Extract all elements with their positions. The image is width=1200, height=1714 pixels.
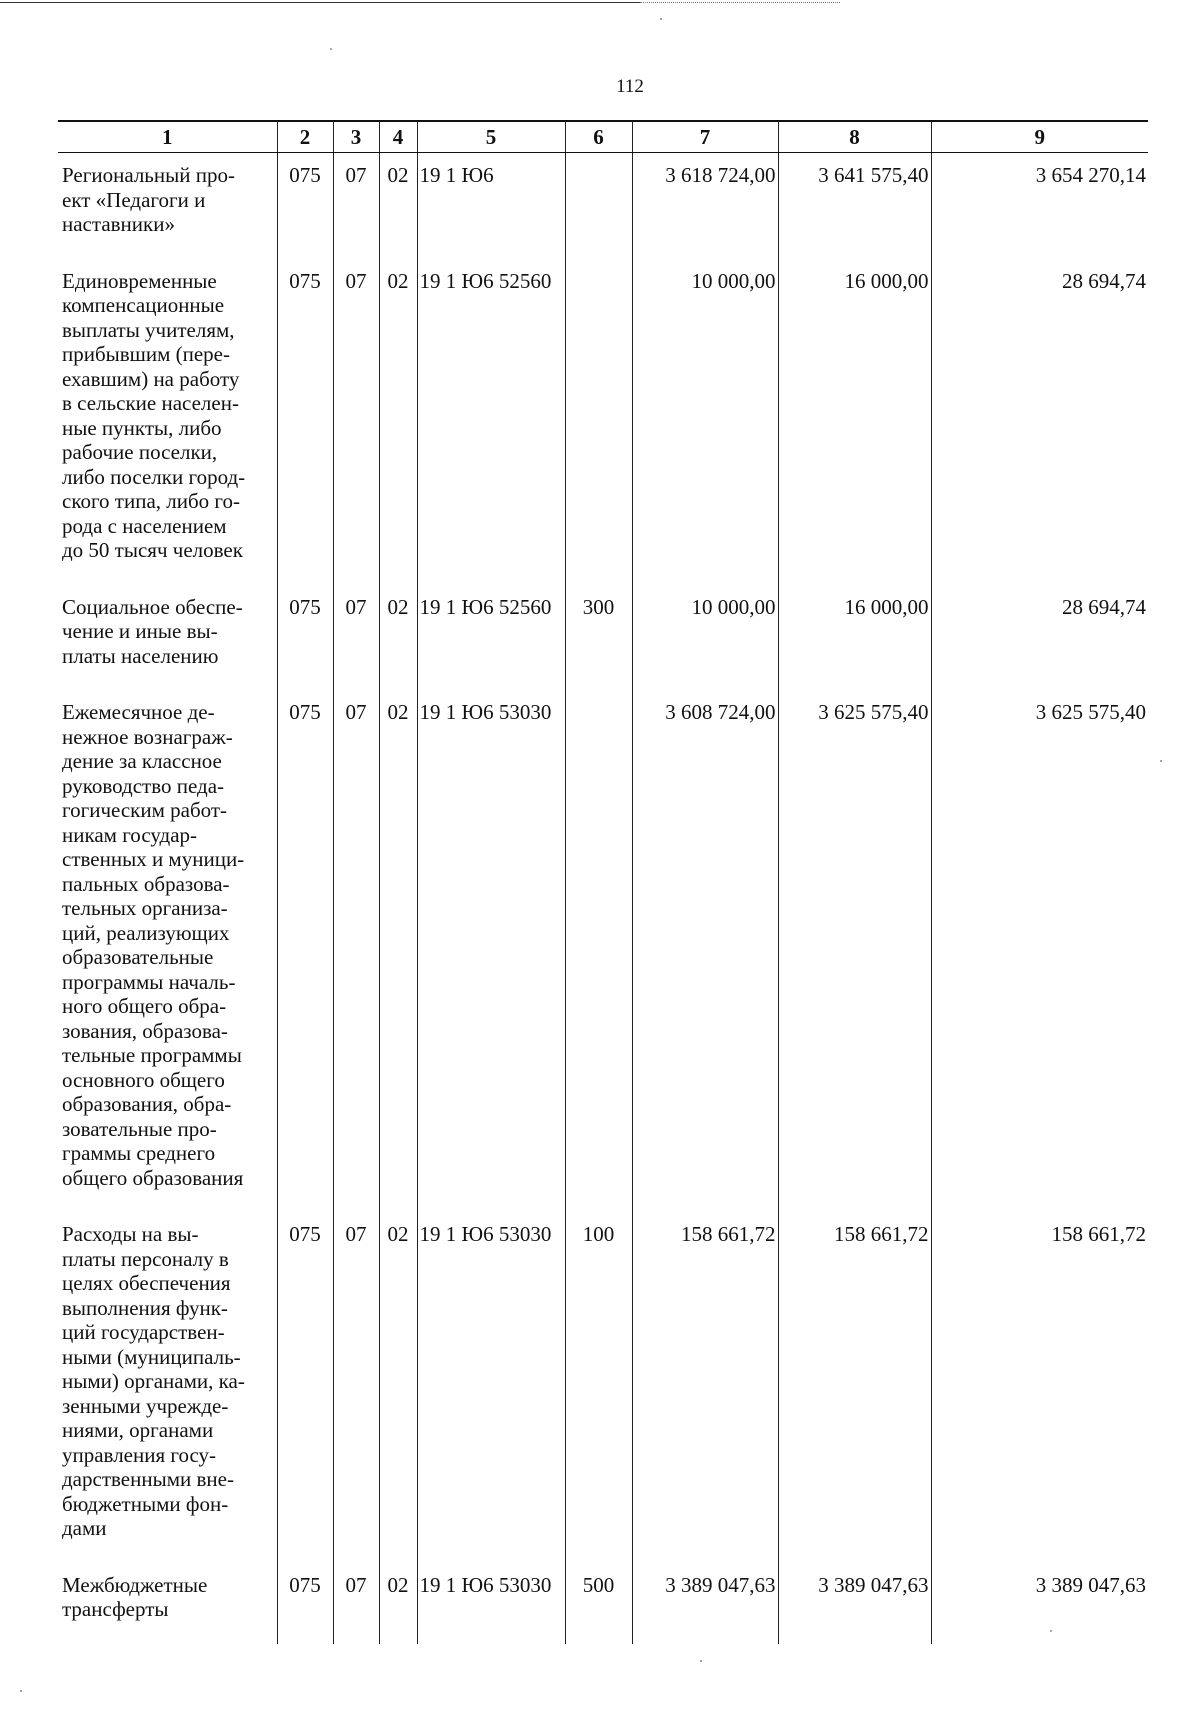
row-col-9: 3 625 575,40: [931, 690, 1148, 1212]
row-col-5: 19 1 Ю6 53030: [417, 690, 565, 1212]
table-row: [58, 690, 1148, 1212]
row-col-2: 075: [277, 259, 333, 585]
table-row: [58, 153, 1148, 259]
row-col-4: 02: [379, 585, 417, 691]
scan-speck: [1050, 1630, 1052, 1632]
row-col-3: 07: [333, 585, 379, 691]
row-col-4: 02: [379, 1212, 417, 1563]
row-name: Единовременные компенсационные выплаты учителям, прибывшим (пере- ехавшим) на работу в сельские населен- ные пункты, либо рабочие поселки, либо поселки город- ского типа, либо го- рода с населением до 50 тысяч человек: [62, 268, 246, 562]
row-col-8: 3 641 575,40: [778, 153, 931, 259]
row-col-4: 02: [379, 153, 417, 259]
column-header: 1: [58, 121, 277, 153]
row-col-4: 02: [379, 259, 417, 585]
table-row: [58, 259, 1148, 585]
table-row: [58, 585, 1148, 691]
column-header: 5: [417, 121, 565, 153]
row-name: Межбюджетные трансферты: [62, 1572, 208, 1621]
row-col-9: 3 389 047,63: [931, 1563, 1148, 1644]
column-header: 3: [333, 121, 379, 153]
row-col-5: 19 1 Ю6 52560: [417, 585, 565, 691]
row-col-4: 02: [379, 690, 417, 1212]
scan-speck: [700, 1660, 702, 1662]
row-col-5: 19 1 Ю6 53030: [417, 1212, 565, 1563]
row-col-7: 3 608 724,00: [632, 690, 778, 1212]
row-name: Социальное обеспе- чение и иные вы- платы населению: [62, 594, 243, 668]
top-rule-dotted: [640, 2, 840, 3]
table-row: [58, 1212, 1148, 1563]
scan-speck: [1160, 760, 1162, 762]
row-col-7: 3 389 047,63: [632, 1563, 778, 1644]
row-col-6: 300: [565, 585, 632, 691]
table-body: [58, 153, 1148, 1644]
row-col-3: 07: [333, 690, 379, 1212]
row-col-6: [565, 153, 632, 259]
table-row: [58, 1563, 1148, 1644]
page-number: 112: [616, 76, 644, 97]
scan-speck: [330, 48, 332, 50]
row-col-9: 3 654 270,14: [931, 153, 1148, 259]
row-col-9: 28 694,74: [931, 259, 1148, 585]
row-col-3: 07: [333, 1563, 379, 1644]
column-header: 9: [931, 121, 1148, 153]
column-header: 6: [565, 121, 632, 153]
scan-speck: [660, 18, 662, 20]
row-name: Ежемесячное де- нежное вознаграж- дение за классное руководство педа- гогическим работ- никам государ- ственных и муници- пальных образова- тельных организа- ций, реализующих образовательные программы началь- ного общего обра- зования, образова- тельные программы основного общего образования, обра- зовательные про- граммы среднего общего образования: [62, 700, 245, 1190]
row-col-5: 19 1 Ю6 53030: [417, 1563, 565, 1644]
row-col-2: 075: [277, 585, 333, 691]
row-col-7: 10 000,00: [632, 585, 778, 691]
row-col-4: 02: [379, 1563, 417, 1644]
row-col-6: [565, 259, 632, 585]
row-col-8: 16 000,00: [778, 585, 931, 691]
row-col-7: 10 000,00: [632, 259, 778, 585]
row-name: Региональный про- ект «Педагоги и наставники»: [62, 163, 235, 236]
row-col-2: 075: [277, 1563, 333, 1644]
row-col-9: 158 661,72: [931, 1212, 1148, 1563]
table-header-row: [58, 121, 1148, 153]
column-header: 2: [277, 121, 333, 153]
row-col-8: 3 389 047,63: [778, 1563, 931, 1644]
row-col-2: 075: [277, 690, 333, 1212]
budget-table: [58, 120, 1148, 1644]
row-col-3: 07: [333, 259, 379, 585]
row-col-6: 100: [565, 1212, 632, 1563]
row-col-5: 19 1 Ю6 52560: [417, 259, 565, 585]
scan-speck: [20, 1690, 22, 1692]
row-col-6: [565, 690, 632, 1212]
column-header: 7: [632, 121, 778, 153]
row-name: Расходы на вы- платы персоналу в целях обеспечения выполнения функ- ций государствен- ными (муниципаль- ными) органами, ка- зенными учрежде- ниями, органами управления госу- дарственными вне- бюджетными фон- дами: [62, 1222, 245, 1540]
column-header: 4: [379, 121, 417, 153]
row-col-3: 07: [333, 153, 379, 259]
top-rule: [0, 2, 640, 3]
row-col-8: 16 000,00: [778, 259, 931, 585]
row-col-7: 158 661,72: [632, 1212, 778, 1563]
row-col-3: 07: [333, 1212, 379, 1563]
row-col-8: 3 625 575,40: [778, 690, 931, 1212]
row-col-5: 19 1 Ю6: [417, 153, 565, 259]
row-col-8: 158 661,72: [778, 1212, 931, 1563]
row-col-2: 075: [277, 1212, 333, 1563]
column-header: 8: [778, 121, 931, 153]
row-col-7: 3 618 724,00: [632, 153, 778, 259]
row-col-2: 075: [277, 153, 333, 259]
row-col-9: 28 694,74: [931, 585, 1148, 691]
row-col-6: 500: [565, 1563, 632, 1644]
